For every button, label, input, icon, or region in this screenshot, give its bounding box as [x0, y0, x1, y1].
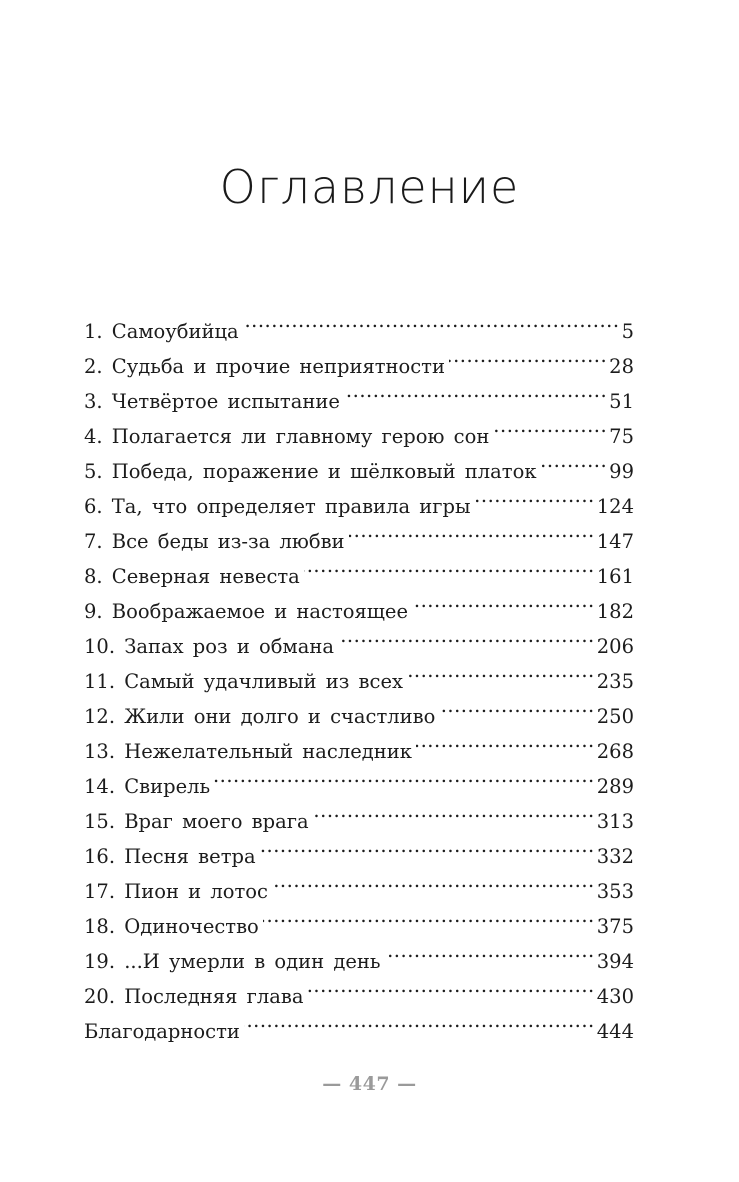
- toc-entry-page: 353: [596, 880, 634, 903]
- dot-leader: [349, 513, 595, 548]
- toc-entry-title: 4. Полагается ли главному герою сон: [84, 425, 490, 448]
- toc-entry-title: 20. Последняя глава: [84, 985, 304, 1008]
- table-of-contents: [84, 303, 634, 1043]
- toc-entry-title: 19. ...И умерли в один день: [84, 950, 381, 973]
- dot-leader: [243, 303, 620, 338]
- toc-entry-title: Благодарности: [84, 1020, 240, 1043]
- dot-leader: [244, 1003, 595, 1038]
- toc-entry-page: 268: [596, 740, 634, 763]
- toc-entry-title: 8. Северная невеста: [84, 565, 300, 588]
- toc-entry-page: 250: [596, 705, 634, 728]
- toc-entry: [84, 303, 634, 343]
- dot-leader: [407, 653, 595, 688]
- page-number: — 447 —: [322, 1073, 417, 1095]
- dot-leader: [474, 478, 594, 513]
- dot-leader: [338, 618, 595, 653]
- toc-entry-page: 161: [596, 565, 634, 588]
- dot-leader: [214, 758, 595, 793]
- toc-entry-page: 289: [596, 775, 634, 798]
- toc-entry-page: 313: [596, 810, 634, 833]
- toc-entry-page: 147: [596, 530, 634, 553]
- toc-entry-page: 444: [596, 1020, 634, 1043]
- toc-entry-title: 3. Четвёртое испытание: [84, 390, 340, 413]
- toc-entry-page: 394: [596, 950, 634, 973]
- toc-entry-title: 9. Воображаемое и настоящее: [84, 600, 408, 623]
- dot-leader: [541, 443, 608, 478]
- dot-leader: [344, 373, 607, 408]
- toc-entry-page: 235: [596, 670, 634, 693]
- toc-entry-title: 17. Пион и лотос: [84, 880, 268, 903]
- dot-leader: [449, 338, 607, 373]
- toc-entry-title: 12. Жили они долго и счастливо: [84, 705, 436, 728]
- dot-leader: [385, 933, 595, 968]
- toc-entry-title: 16. Песня ветра: [84, 845, 256, 868]
- toc-entry-title: 5. Победа, поражение и шёлковый платок: [84, 460, 537, 483]
- toc-entry-title: 13. Нежелательный наследник: [84, 740, 412, 763]
- dot-leader: [439, 688, 594, 723]
- toc-entry-page: 99: [609, 460, 634, 483]
- toc-entry-page: 182: [596, 600, 634, 623]
- toc-entry-title: 2. Судьба и прочие неприятности: [84, 355, 445, 378]
- toc-entry-page: 430: [596, 985, 634, 1008]
- toc-entry-page: 206: [596, 635, 634, 658]
- toc-entry-title: 7. Все беды из-за любви: [84, 530, 345, 553]
- dot-leader: [304, 548, 595, 583]
- dot-leader: [416, 723, 595, 758]
- toc-entry-page: 332: [596, 845, 634, 868]
- toc-entry-title: 1. Самоубийца: [84, 320, 239, 343]
- toc-entry-title: 6. Та, что определяет правила игры: [84, 495, 471, 518]
- toc-entry-title: 11. Самый удачливый из всех: [84, 670, 403, 693]
- toc-entry-page: 5: [621, 320, 634, 343]
- dot-leader: [313, 793, 595, 828]
- dot-leader: [307, 968, 594, 1003]
- page-title: Оглавление: [219, 160, 520, 214]
- toc-entry-page: 375: [596, 915, 634, 938]
- dot-leader: [260, 828, 595, 863]
- toc-entry-title: 14. Свирель: [84, 775, 211, 798]
- dot-leader: [412, 583, 595, 618]
- dot-leader: [272, 863, 595, 898]
- toc-entry-page: 51: [609, 390, 634, 413]
- dot-leader: [263, 898, 595, 933]
- dot-leader: [493, 408, 607, 443]
- toc-entry-page: 28: [609, 355, 634, 378]
- toc-entry-title: 15. Враг моего врага: [84, 810, 309, 833]
- toc-entry-title: 10. Запах роз и обмана: [84, 635, 334, 658]
- toc-entry-page: 124: [596, 495, 634, 518]
- toc-entry-title: 18. Одиночество: [84, 915, 259, 938]
- toc-entry-page: 75: [609, 425, 634, 448]
